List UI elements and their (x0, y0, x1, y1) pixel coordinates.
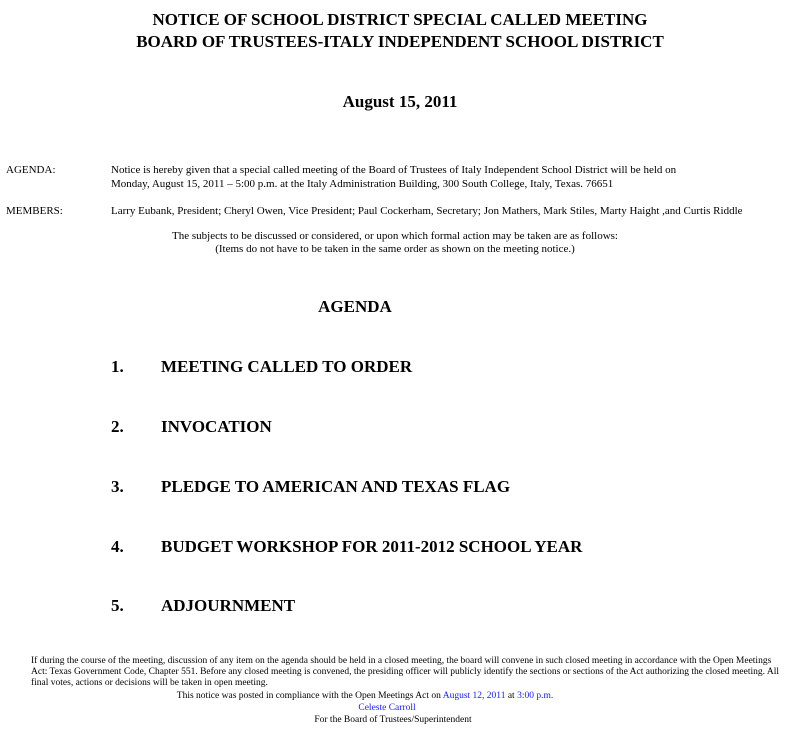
agenda-item-text: MEETING CALLED TO ORDER (161, 357, 413, 376)
agenda-item-number: 5. (111, 596, 124, 615)
agenda-heading: AGENDA (318, 297, 392, 316)
closed-meeting-notice: If during the course of the meeting, discussion of any item on the agenda should be held in a closed meeting, the board will convene in such closed meeting in accordance with the Open Meetings Act: Texas Government Code, Chapter 551. Before any closed meeting is convened, the presiding officer will publicly identify the sections or sections of the Act authorizing the closed meeting. All final votes, actions or decisions will be taken in open meeting. (31, 656, 779, 688)
posting-date: August 12, 2011 (442, 691, 506, 701)
agenda-item-number: 4. (111, 537, 124, 556)
agenda-item-number: 2. (111, 417, 124, 436)
board-title: BOARD OF TRUSTEES-ITALY INDEPENDENT SCHOOL DISTRICT (136, 32, 664, 51)
subjects-note-line2: (Items do not have to be taken in the same order as shown on the meeting notice.) (215, 243, 575, 255)
posting-prefix: This notice was posted in compliance with the Open Meetings Act on (176, 691, 443, 701)
signer-role: For the Board of Trustees/Superintendent (314, 715, 472, 725)
posting-time: 3:00 p.m. (517, 691, 554, 701)
agenda-label: AGENDA: (6, 164, 56, 176)
members-list: Larry Eubank, President; Cheryl Owen, Vice President; Paul Cockerham, Secretary; Jon Mathers, Mark Stiles, Marty Haight ,and Curtis Riddle (111, 205, 743, 217)
posting-notice (0, 691, 765, 702)
signer-name: Celeste Carroll (358, 703, 416, 713)
agenda-item-text: PLEDGE TO AMERICAN AND TEXAS FLAG (161, 477, 511, 496)
agenda-notice-line2: Monday, August 15, 2011 – 5:00 p.m. at the Italy Administration Building, 300 South College, Italy, Texas. 76651 (111, 178, 614, 190)
members-label: MEMBERS: (6, 205, 63, 217)
posting-at: at (505, 691, 518, 701)
subjects-note-line1: The subjects to be discussed or considered, or upon which formal action may be taken are as follows: (172, 230, 618, 242)
agenda-item-number: 3. (111, 477, 124, 496)
meeting-date: August 15, 2011 (342, 92, 458, 111)
agenda-item-text: ADJOURNMENT (161, 596, 296, 615)
agenda-item-text: INVOCATION (161, 417, 272, 436)
agenda-item-text: BUDGET WORKSHOP FOR 2011-2012 SCHOOL YEAR (161, 537, 583, 556)
agenda-item-number: 1. (111, 357, 124, 376)
agenda-notice-line1: Notice is hereby given that a special called meeting of the Board of Trustees of Italy Independent School District will be held on (111, 164, 677, 176)
notice-title: NOTICE OF SCHOOL DISTRICT SPECIAL CALLED MEETING (152, 10, 648, 29)
